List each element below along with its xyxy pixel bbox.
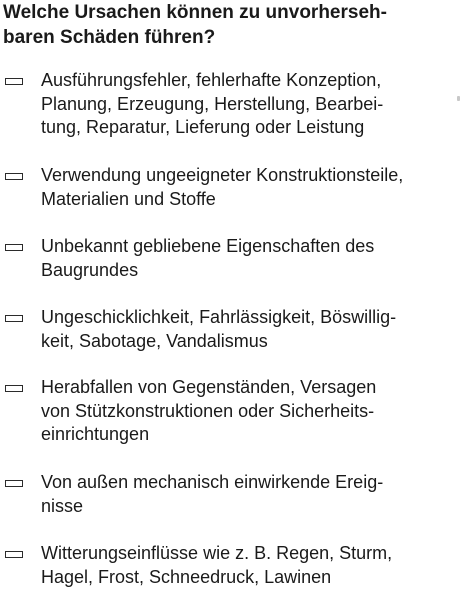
option-7-checkbox[interactable] bbox=[5, 551, 23, 558]
option-2-label: Verwendung ungeeigneter Konstruktionsteile, Materialien und Stoffe bbox=[41, 165, 404, 209]
option-4-label: Ungeschicklichkeit, Fahrlässigkeit, Böswillig- keit, Sabotage, Vandalismus bbox=[41, 307, 397, 351]
option-7-label: Witterungseinflüsse wie z. B. Regen, Sturm, Hagel, Frost, Schneedruck, Lawinen bbox=[41, 543, 393, 587]
question-heading: Welche Ursachen können zu unvorherseh- baren Schäden führen? bbox=[3, 2, 387, 48]
option-3-checkbox[interactable] bbox=[5, 244, 23, 251]
option-5-label: Herabfallen von Gegenständen, Versagen von Stützkonstruktionen oder Sicherheits- einrichtungen bbox=[41, 377, 377, 444]
option-6-checkbox[interactable] bbox=[5, 480, 23, 487]
option-6-label: Von außen mechanisch einwirkende Ereig- nisse bbox=[41, 472, 384, 516]
option-2-checkbox[interactable] bbox=[5, 173, 23, 180]
option-3-label: Unbekannt gebliebene Eigenschaften des Baugrundes bbox=[41, 236, 375, 280]
option-1-label: Ausführungsfehler, fehlerhafte Konzeption, Planung, Erzeugung, Herstellung, Bearbei- tung, Reparatur, Lieferung oder Leistung bbox=[41, 70, 384, 137]
option-5-checkbox[interactable] bbox=[5, 385, 23, 392]
option-4-checkbox[interactable] bbox=[5, 315, 23, 322]
option-1-checkbox[interactable] bbox=[5, 78, 23, 85]
scan-speck bbox=[457, 96, 460, 101]
